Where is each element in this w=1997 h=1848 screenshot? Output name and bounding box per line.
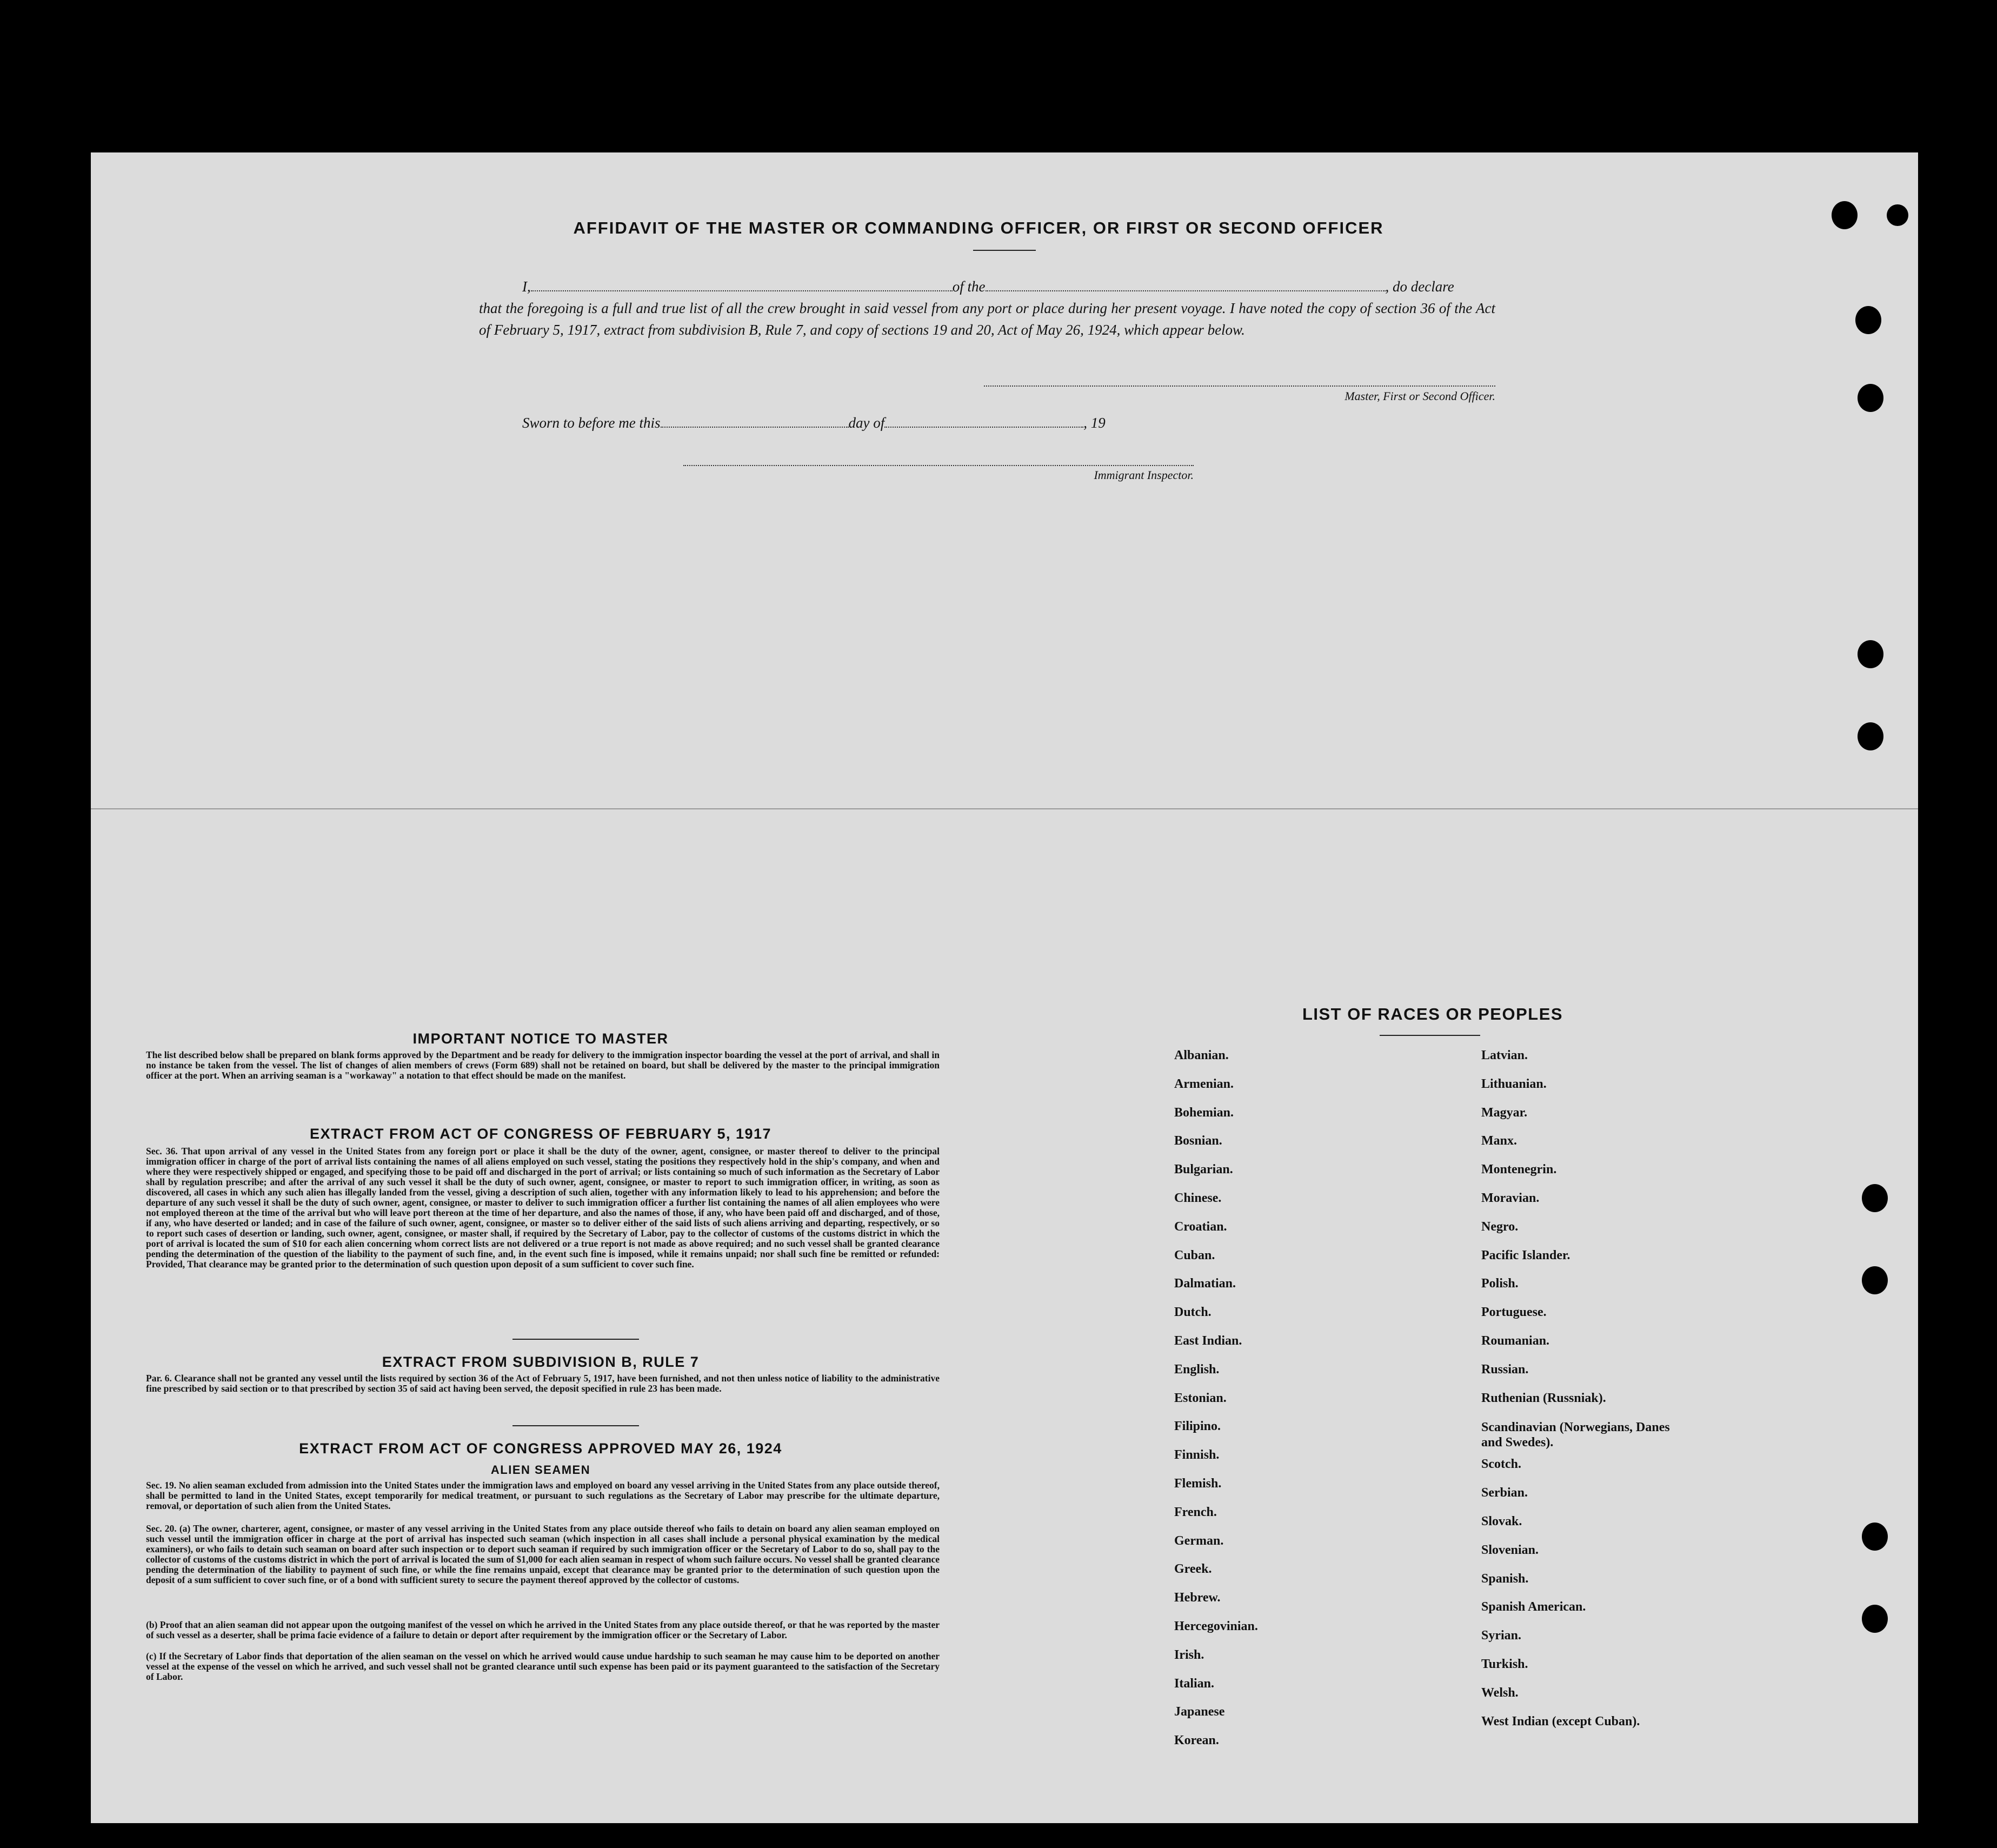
race-item: West Indian (except Cuban). — [1481, 1714, 1640, 1729]
inspector-label: Immigrant Inspector. — [1094, 468, 1194, 482]
inspector-signature-line[interactable] — [683, 465, 1194, 466]
race-item: Polish. — [1481, 1277, 1519, 1291]
race-item: Syrian. — [1481, 1628, 1522, 1643]
master-signature-label: Master, First or Second Officer. — [1344, 389, 1495, 403]
race-item: Estonian. — [1174, 1391, 1227, 1405]
race-item: Finnish. — [1174, 1448, 1220, 1463]
section-20c-text: (c) If the Secretary of Labor finds that deportation of the alien seaman on the vessel on which he arrived would cause undue hardship to such seaman he may cause him to be deported on another vessel at the expense of the vessel on which he arrived, and such vessel shall not be granted clearance until such expense has been paid or its payment guaranteed to the satisfaction of the Secretary of Labor. — [146, 1651, 940, 1682]
race-item: Croatian. — [1174, 1219, 1227, 1234]
year-prefix: , 19 — [1083, 415, 1106, 431]
race-item: Dalmatian. — [1174, 1277, 1236, 1291]
master-signature-line[interactable] — [984, 385, 1495, 387]
race-item: Bulgarian. — [1174, 1162, 1233, 1177]
race-item: Armenian. — [1174, 1076, 1234, 1091]
race-item: Cuban. — [1174, 1248, 1215, 1262]
punch-hole — [1832, 201, 1858, 229]
race-item: Magyar. — [1481, 1105, 1528, 1120]
race-item: East Indian. — [1174, 1333, 1242, 1348]
rule7-title: EXTRACT FROM SUBDIVISION B, RULE 7 — [382, 1354, 700, 1370]
month-field[interactable] — [884, 427, 1083, 428]
race-item: Bohemian. — [1174, 1105, 1234, 1120]
race-item: Portuguese. — [1481, 1305, 1547, 1320]
race-item: Manx. — [1481, 1134, 1517, 1148]
race-item: Chinese. — [1174, 1191, 1222, 1205]
races-right-column — [1481, 1048, 1708, 1742]
declare-text: , do declare — [1385, 278, 1454, 295]
race-item: Greek. — [1174, 1562, 1212, 1577]
alien-seamen-subtitle: ALIEN SEAMEN — [490, 1463, 591, 1477]
punch-hole — [1858, 640, 1883, 668]
race-item: Serbian. — [1481, 1486, 1528, 1500]
day-field[interactable] — [661, 427, 849, 428]
rule7-body: Par. 6. Clearance shall not be granted any vessel until the lists required by section 36 of the Act of February 5, 1917, have been furnished, and not then unless notice of liability to the administrative fine prescribed by said section or to that prescribed by section 35 of said act having been served, the deposit specified in rule 23 has been made. — [146, 1373, 940, 1394]
race-item: Filipino. — [1174, 1419, 1221, 1434]
day-of-text: day of — [848, 415, 885, 431]
race-item: Lithuanian. — [1481, 1076, 1547, 1091]
race-item: Italian. — [1174, 1676, 1215, 1691]
races-title: LIST OF RACES OR PEOPLES — [1302, 1005, 1563, 1023]
races-rule — [1380, 1035, 1480, 1036]
race-item: Negro. — [1481, 1219, 1519, 1234]
race-item: Ruthenian (Russniak). — [1481, 1391, 1606, 1405]
section-20b-text: (b) Proof that an alien seaman did not appear upon the outgoing manifest of the vessel on which he arrived in the United States from any place outside thereof, or that he was reported by the master of such vessel as a deserter, shall be prima facie evidence of a failure to detain or deport after requirement by the immigration officer or the Secretary of Labor. — [146, 1619, 940, 1640]
race-item: Slovak. — [1481, 1514, 1522, 1528]
race-item: Moravian. — [1481, 1191, 1540, 1205]
sworn-line — [479, 412, 1182, 434]
race-item: Japanese — [1174, 1705, 1225, 1719]
race-item: Latvian. — [1481, 1048, 1528, 1062]
notice-title: IMPORTANT NOTICE TO MASTER — [412, 1031, 669, 1047]
sworn-text: Sworn to before me this — [522, 415, 661, 431]
race-item: French. — [1174, 1505, 1217, 1519]
race-item: Scotch. — [1481, 1457, 1521, 1472]
race-item: Russian. — [1481, 1362, 1529, 1377]
affidavit-line-1 — [479, 276, 1495, 297]
race-item: Scandinavian (Norwegians, Danes and Swedes). — [1481, 1420, 1670, 1450]
section-19-text: Sec. 19. No alien seaman excluded from admission into the United States under the immigration laws and employed on board any vessel arriving in the United States from any place outside thereof, shall be permitted to land in the United States, except temporarily for medical treatment, or pursuant to such regulations as the Secretary of Labor may prescribe for the ultimate departure, removal, or deportation of such alien from the United States. — [146, 1480, 940, 1511]
punch-hole — [1862, 1605, 1888, 1633]
name-field[interactable] — [531, 290, 953, 291]
race-item: Albanian. — [1174, 1048, 1229, 1062]
race-item: Spanish. — [1481, 1571, 1529, 1586]
punch-hole — [1858, 384, 1883, 412]
race-item: Welsh. — [1481, 1685, 1519, 1700]
section-rule — [512, 1339, 639, 1340]
punch-hole — [1862, 1266, 1888, 1294]
race-item: Turkish. — [1481, 1657, 1528, 1671]
race-item: Dutch. — [1174, 1305, 1211, 1320]
race-item: English. — [1174, 1362, 1220, 1377]
of-the-text: of the — [952, 278, 986, 295]
race-item: Irish. — [1174, 1647, 1204, 1662]
race-item: Montenegrin. — [1481, 1162, 1557, 1177]
race-item: Korean. — [1174, 1733, 1219, 1748]
section-20a-text: Sec. 20. (a) The owner, charterer, agent, consignee, or master of any vessel arriving in the United States from any place outside thereof who fails to detain on board any alien seaman employed on such vessel until the immigration officer in charge at the port of arrival has inspected such seaman (which inspection in all cases shall include a personal physical examination by the medical examiners), or who fails to detain such seaman on board after such inspection or to deport such seaman if required by such immigration officer or the Secretary of Labor to do so, shall pay to the collector of customs of the customs district in which the port of arrival is located the sum of $1,000 for each alien seaman in respect of whom such failure occurs. No vessel shall be granted clearance pending the determination of the liability to payment of such fine, or while the fine remains unpaid, except that clearance may be granted prior to the determination of such question upon the deposit of a sum sufficient to cover such fine, or of a bond with sufficient surety to secure the payment thereof approved by the collector of customs. — [146, 1523, 940, 1585]
punch-hole — [1855, 306, 1881, 334]
notice-body: The list described below shall be prepared on blank forms approved by the Department and be ready for delivery to the immigration inspector boarding the vessel at the port of arrival, and shall in no instance be taken from the vessel. The list of changes of alien members of crews (Form 689) shall not be retained on board, but shall be delivered by the master to the principal immigration officer at the port. When an arriving seaman is a "workaway" a notation to that effect should be made on the manifest. — [146, 1049, 940, 1081]
race-item: Spanish American. — [1481, 1600, 1586, 1614]
extract-1917-title: EXTRACT FROM ACT OF CONGRESS OF FEBRUARY 5, 1917 — [309, 1126, 772, 1142]
fold-line — [91, 808, 1918, 809]
affidavit-body: that the foregoing is a full and true list of all the crew brought in said vessel from any port or place during her present voyage. I have noted the copy of section 36 of the Act of February 5, 1917, extract from subdivision B, Rule 7, and copy of sections 19 and 20, Act of May 26, 1924, which appear below. — [479, 300, 1495, 338]
race-item: Roumanian. — [1481, 1333, 1550, 1348]
race-item: Flemish. — [1174, 1476, 1222, 1491]
affidavit-title: AFFIDAVIT OF THE MASTER OR COMMANDING OFFICER, OR FIRST OR SECOND OFFICER — [573, 218, 1384, 237]
punch-hole — [1858, 722, 1883, 750]
punch-hole — [1887, 204, 1908, 226]
extract-1917-body: Sec. 36. That upon arrival of any vessel in the United States from any foreign port or place it shall be the duty of the owner, agent, consignee, or master thereof to deliver to the principal immigration officer in charge of the port of arrival lists containing the names of all aliens employed on such vessel, stating the positions they respectively hold in the ship's company, and when and where they were respectively shipped or engaged, and specifying those to be paid off and discharged in the port of arrival; or lists containing so much of such information as the Secretary of Labor shall by regulation prescribe; and after the arrival of any such vessel it shall be the duty of such owner, agent, consignee, or master to report to such immigration officer, in writing, as soon as discovered, all cases in which any such alien has illegally landed from the vessel, giving a description of such alien, together with any information likely to lead to his apprehension; and before the departure of any such vessel it shall be the duty of such owner, agent, consignee, or master to deliver to such immigration officer a further list containing the names of all alien employees who were not employed thereon at the time of the arrival but who will leave port thereon at the time of her departure, and also the names of those, if any, who have been paid off and discharged, and of those, if any, who have deserted or landed; and in case of the failure of such owner, agent, consignee, or master so to deliver either of the said lists of such aliens arriving and departing, respectively, or so to report such cases of desertion or landing, such owner, agent, consignee, or master shall, if required by the Secretary of Labor, pay to the collector of customs of the customs district in which the port of arrival is located the sum of $10 for each alien concerning whom correct lists are not delivered or a true report is not made as above required; and no such vessel shall be granted clearance pending the determination of the question of the liability to the payment of such fine, and, in the event such fine is imposed, while it remains unpaid; nor shall such fine be remitted or refunded: Provided, That clearance may be granted prior to the determination of such question upon deposit of a sum sufficient to cover such fine. — [146, 1146, 940, 1269]
vessel-field[interactable] — [986, 290, 1386, 291]
races-left-column — [1174, 1048, 1445, 1761]
race-item: Hebrew. — [1174, 1591, 1221, 1605]
pronoun-i: I, — [522, 278, 531, 295]
section-rule — [512, 1425, 639, 1426]
race-item: German. — [1174, 1533, 1224, 1548]
race-item: Hercegovinian. — [1174, 1619, 1258, 1633]
punch-hole — [1862, 1523, 1888, 1551]
extract-1924-title: EXTRACT FROM ACT OF CONGRESS APPROVED MAY 26, 1924 — [299, 1440, 782, 1457]
punch-hole — [1862, 1184, 1888, 1212]
title-rule — [973, 250, 1036, 251]
race-item: Slovenian. — [1481, 1543, 1539, 1557]
race-item: Pacific Islander. — [1481, 1248, 1570, 1262]
race-item: Bosnian. — [1174, 1134, 1222, 1148]
